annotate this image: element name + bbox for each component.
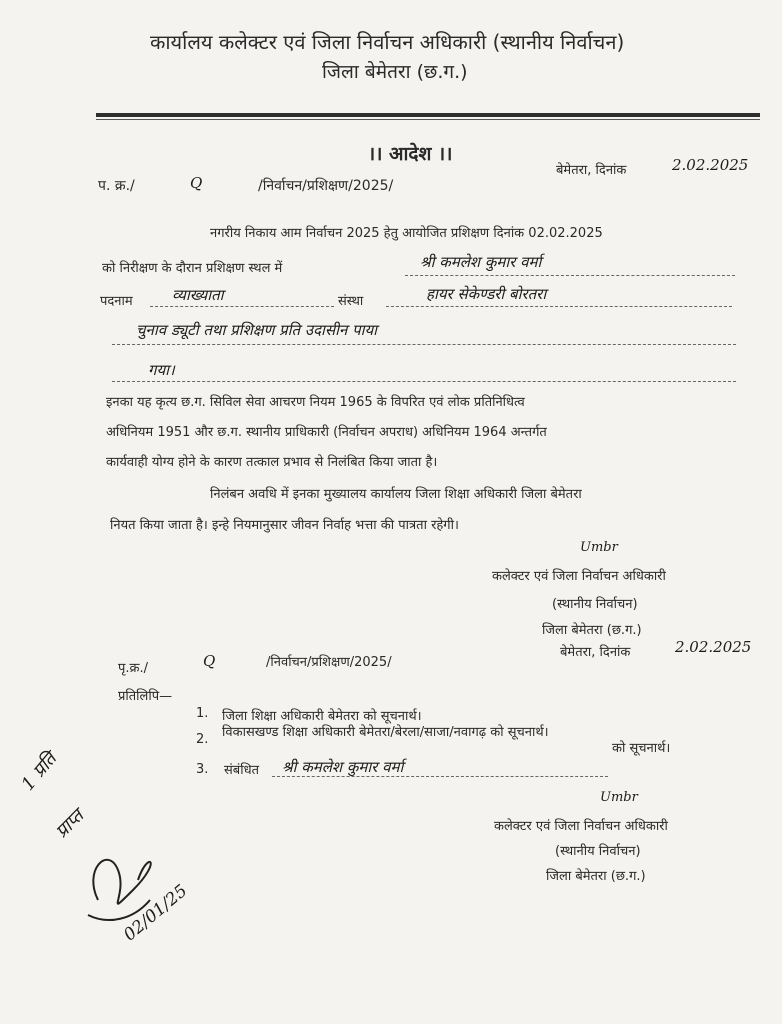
date-value: 2.02.2025 xyxy=(672,156,749,174)
header-divider xyxy=(96,113,760,117)
date2-label: बेमेतरा, दिनांक xyxy=(560,645,631,660)
para1-line2: को निरीक्षण के दौरान प्रशिक्षण स्थल में xyxy=(102,261,283,276)
signature1-line3: जिला बेमेतरा (छ.ग.) xyxy=(542,623,642,638)
copy-item-2-num: 2. xyxy=(196,732,209,747)
para2-line2: अधिनियम 1951 और छ.ग. स्थानीय प्राधिकारी (निर्वाचन अपराध) अधिनियम 1964 अन्तर्गत xyxy=(106,425,547,440)
institution-blank xyxy=(386,306,732,307)
copy-ref-prefix: पृ.क्र./ xyxy=(118,661,149,676)
ref-prefix: प. क्र./ xyxy=(98,178,135,194)
designation-blank xyxy=(150,306,334,307)
designation-value: व्याख्याता xyxy=(172,286,224,304)
institution-value: हायर सेकेण्डरी बोरतरा xyxy=(426,285,547,303)
remark-blank-1 xyxy=(112,344,736,345)
signature1-line1: कलेक्टर एवं जिला निर्वाचन अधिकारी xyxy=(492,569,666,584)
remark-line1: चुनाव ड्यूटी तथा प्रशिक्षण प्रति उदासीन पाया xyxy=(136,321,378,339)
para3-line2: नियत किया जाता है। इन्हे नियमानुसार जीवन निर्वाह भत्ता की पात्रता रहेगी। xyxy=(110,518,459,533)
para2-line3: कार्यवाही योग्य होने के कारण तत्काल प्रभाव से निलंबित किया जाता है। xyxy=(106,455,438,470)
signature2-line2: (स्थानीय निर्वाचन) xyxy=(555,844,641,859)
copy-item-3: संबंधित xyxy=(224,763,259,778)
institution-label: संस्था xyxy=(338,294,364,309)
copy-ref-mark: Q xyxy=(203,652,216,670)
order-title: ।। आदेश ।। xyxy=(368,143,453,165)
copy-item-1: जिला शिक्षा अधिकारी बेमेतरा को सूचनार्थ। xyxy=(222,709,422,724)
remark-line2: गया। xyxy=(148,361,175,379)
header-divider-thin xyxy=(96,119,760,120)
copy-ref-suffix: /निर्वाचन/प्रशिक्षण/2025/ xyxy=(266,655,392,670)
margin-note-line1: 1 प्रति xyxy=(17,748,61,795)
signature1-line2: (स्थानीय निर्वाचन) xyxy=(552,597,638,612)
employee-name: श्री कमलेश कुमार वर्मा xyxy=(420,253,542,271)
signature-2: Umbr xyxy=(600,790,638,805)
para3-line1: निलंबन अवधि में इनका मुख्यालय कार्यालय जिला शिक्षा अधिकारी जिला बेमेतरा xyxy=(210,487,582,502)
copy-item-2: विकासखण्ड शिक्षा अधिकारी बेमेतरा/बेरला/साजा/नवागढ़ को सूचनार्थ। xyxy=(222,725,549,740)
office-header-line1: कार्यालय कलेक्टर एवं जिला निर्वाचन अधिकारी (स्थानीय निर्वाचन) xyxy=(150,30,625,54)
copy-label: प्रतिलिपि— xyxy=(118,689,173,704)
copy-item-1-num: 1. xyxy=(196,706,209,721)
ref-mark: Q xyxy=(190,174,203,192)
margin-note-line2: प्राप्त xyxy=(51,805,88,843)
date2-value: 2.02.2025 xyxy=(675,638,752,656)
para2-line1: इनका यह कृत्य छ.ग. सिविल सेवा आचरण नियम 1965 के विपरित एवं लोक प्रतिनिधित्व xyxy=(106,395,525,410)
copy-item-3-suffix: को सूचनार्थ। xyxy=(612,741,671,756)
margin-note-date: 02/01/25 xyxy=(120,880,192,946)
designation-label: पदनाम xyxy=(100,294,133,309)
remark-blank-2 xyxy=(112,381,736,382)
date-label: बेमेतरा, दिनांक xyxy=(556,163,627,178)
signature-1: Umbr xyxy=(580,540,618,555)
copy-item-3-name: श्री कमलेश कुमार वर्मा xyxy=(282,758,404,776)
ref-suffix: /निर्वाचन/प्रशिक्षण/2025/ xyxy=(258,178,394,194)
office-header-line2: जिला बेमेतरा (छ.ग.) xyxy=(322,61,468,83)
signature2-line1: कलेक्टर एवं जिला निर्वाचन अधिकारी xyxy=(494,819,668,834)
para1-line1: नगरीय निकाय आम निर्वाचन 2025 हेतु आयोजित प्रशिक्षण दिनांक 02.02.2025 xyxy=(210,226,603,241)
copy-item-3-num: 3. xyxy=(196,762,209,777)
name-blank xyxy=(405,275,735,276)
signature2-line3: जिला बेमेतरा (छ.ग.) xyxy=(546,869,646,884)
